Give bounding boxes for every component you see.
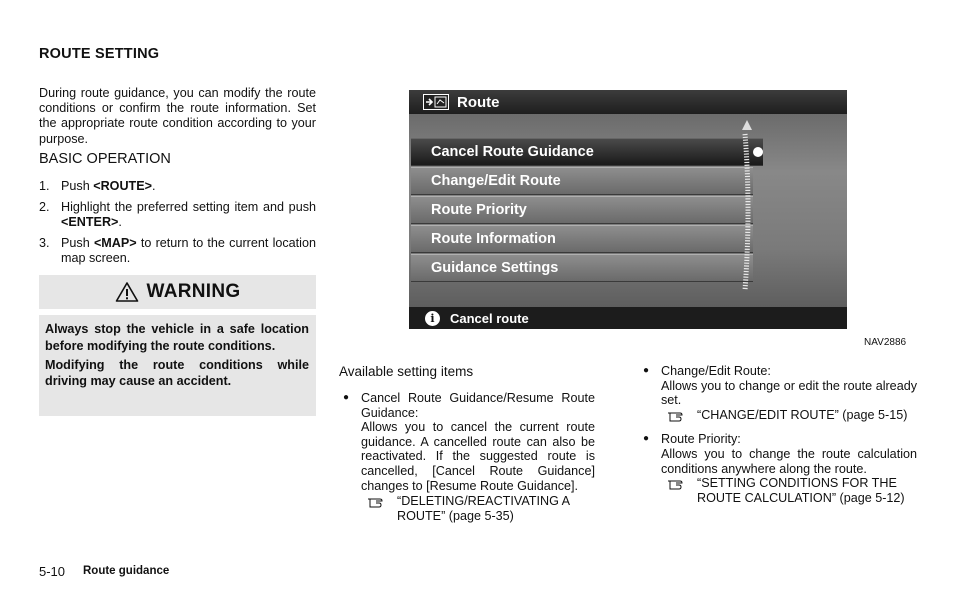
- screen-menu-area: [409, 114, 847, 307]
- setting-title: Cancel Route Guidance/Resume Route Guidance:: [361, 391, 595, 420]
- menu-item-guidance-settings[interactable]: Guidance Settings: [411, 254, 753, 282]
- page-number: 5-10: [39, 564, 66, 579]
- info-icon: i: [425, 311, 440, 326]
- menu-item-route-priority[interactable]: Route Priority: [411, 196, 753, 224]
- setting-desc: Allows you to change the route calculation conditions anywhere along the route.: [661, 446, 917, 476]
- warning-header: [39, 275, 316, 309]
- setting-title: Route Priority:: [661, 432, 741, 447]
- reference-text[interactable]: “CHANGE/EDIT ROUTE” (page 5-15): [697, 407, 908, 422]
- settings-column-2: [639, 364, 917, 505]
- page-reference: [667, 476, 917, 505]
- warning-line: Always stop the vehicle in a safe location before modifying the route conditions.: [45, 322, 309, 353]
- screen-title-bar: [409, 90, 847, 114]
- step-item: 2. Highlight the preferred setting item and push <ENTER>.: [39, 200, 316, 229]
- page-reference: [667, 408, 917, 427]
- list-item: ● Route Priority: Allows you to change the route calculation conditions anywhere along the route.: [643, 432, 917, 476]
- list-item: ● Cancel Route Guidance/Resume Route Guidance: Allows you to cancel the current route guidance. A cancelled route can also be reactivated. If the suggested route is cancelled, [Cancel Route Guidance] changes to [Resume Route Guidance].: [343, 391, 595, 493]
- available-settings-heading: Available setting items: [339, 364, 474, 379]
- route-menu-icon: [423, 94, 449, 110]
- screen-footer: [409, 307, 847, 329]
- menu-item-change-edit-route[interactable]: Change/Edit Route: [411, 167, 753, 195]
- menu-item-cancel-route-guidance[interactable]: Cancel Route Guidance: [411, 138, 763, 166]
- page-reference: [367, 494, 595, 523]
- settings-column-1: [339, 391, 595, 523]
- warning-title: WARNING: [146, 281, 241, 302]
- steps-list: [39, 179, 316, 272]
- intro-paragraph: During route guidance, you can modify the route conditions or confirm the route information. Set the appropriate route condition according to your purpose.: [39, 86, 316, 146]
- basic-operation-heading: BASIC OPERATION: [39, 151, 171, 167]
- scroll-bar[interactable]: [737, 118, 757, 296]
- section-title: ROUTE SETTING: [39, 46, 160, 62]
- warning-line: Modifying the route conditions while driving may cause an accident.: [45, 357, 309, 389]
- pointing-hand-icon: [367, 495, 389, 509]
- reference-text[interactable]: “SETTING CONDITIONS FOR THE ROUTE CALCULATION” (page 5-12): [697, 476, 905, 505]
- setting-title: Change/Edit Route:: [661, 364, 771, 378]
- step-item: 3. Push <MAP> to return to the current location map screen.: [39, 236, 316, 265]
- figure-code: NAV2886: [864, 337, 907, 348]
- route-menu-screenshot: [409, 90, 847, 329]
- pointing-hand-icon: [667, 409, 689, 423]
- warning-triangle-icon: [115, 281, 139, 303]
- setting-desc: Allows you to cancel the current route guidance. A cancelled route can also be reactivated. If the suggested route is cancelled, [Cancel Route Guidance] changes to [Resume Route Guidance].: [361, 420, 595, 493]
- screen-title: Route: [457, 93, 500, 111]
- setting-desc: Allows you to change or edit the route already set.: [661, 378, 917, 408]
- scroll-position-indicator: [753, 147, 763, 157]
- footer-hint: Cancel route: [450, 310, 529, 326]
- pointing-hand-icon: [667, 477, 689, 491]
- step-item: 1. Push <ROUTE>.: [39, 179, 156, 193]
- footer-section-name: Route guidance: [83, 565, 170, 577]
- warning-body: [39, 315, 316, 416]
- reference-text[interactable]: “DELETING/REACTIVATING A ROUTE” (page 5-35): [397, 494, 570, 523]
- menu-item-route-information[interactable]: Route Information: [411, 225, 753, 253]
- list-item: ● Change/Edit Route: Allows you to change or edit the route already set.: [643, 364, 917, 408]
